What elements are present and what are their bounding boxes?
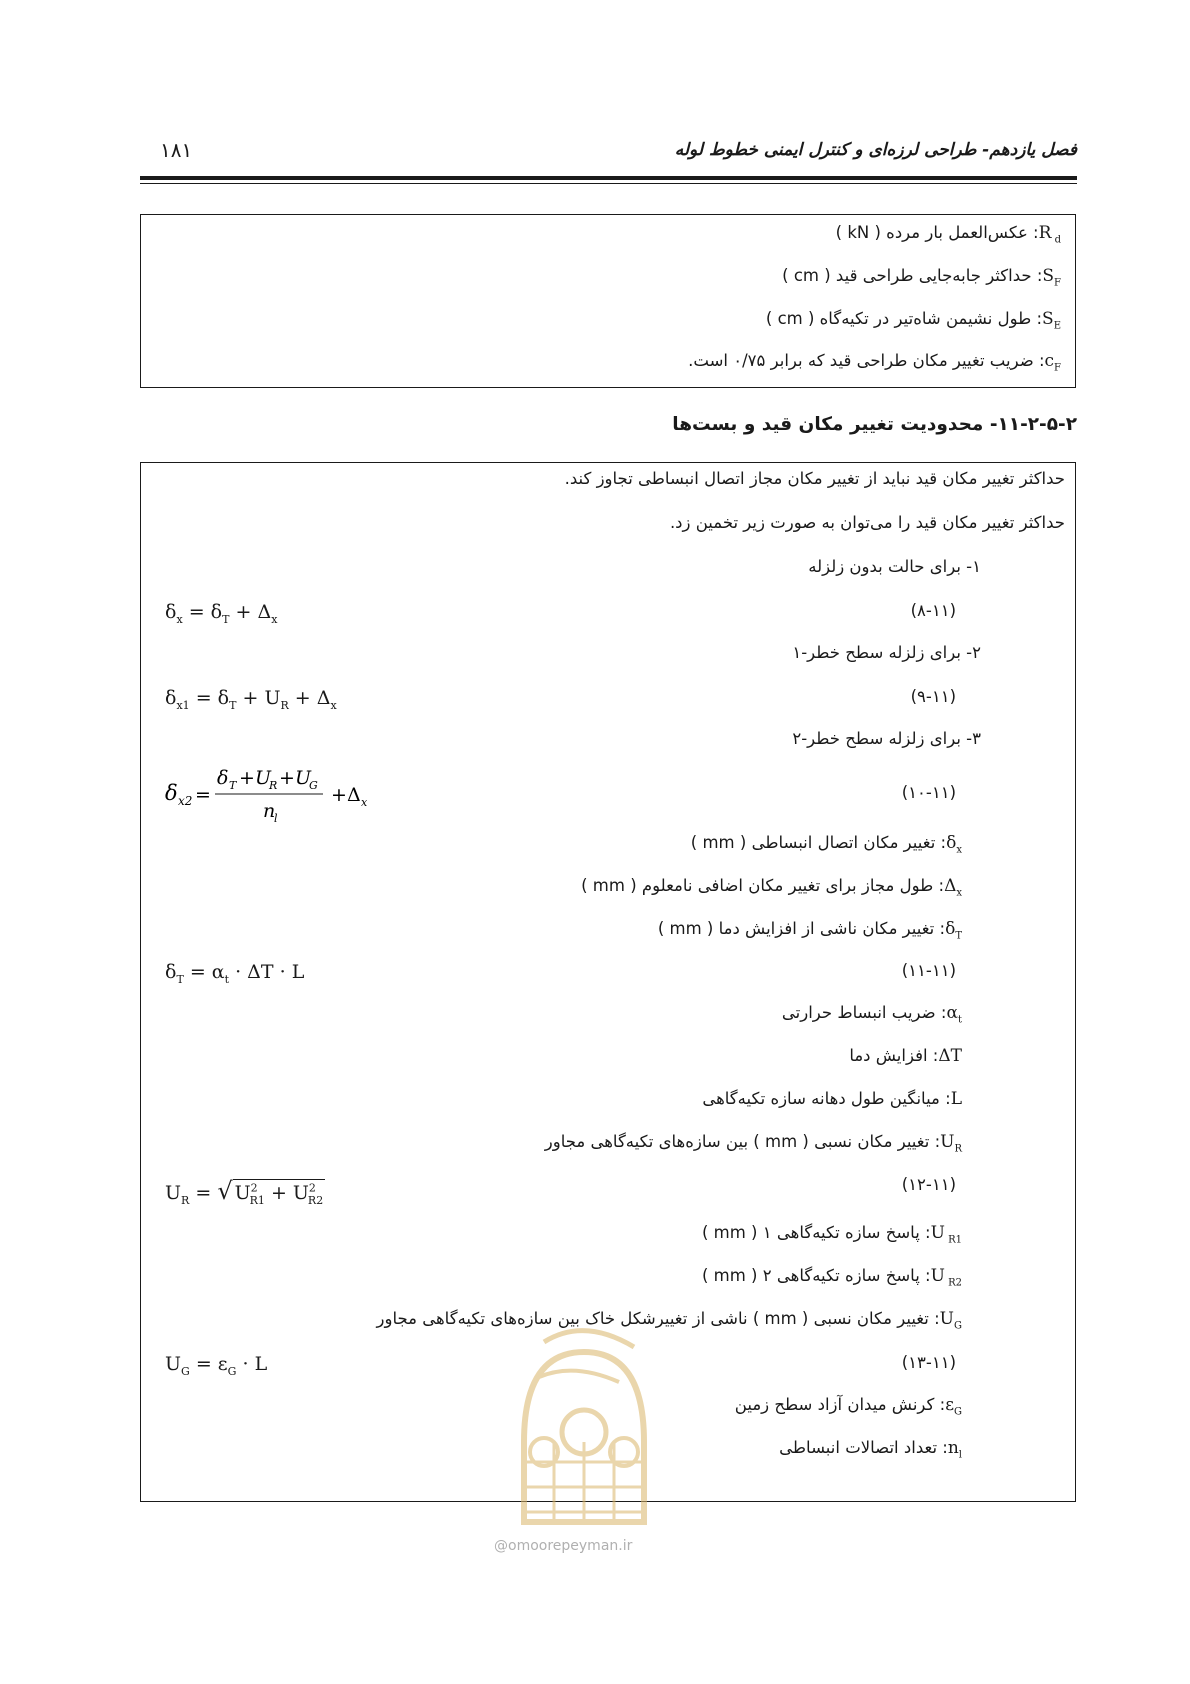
def-cf-text: : ضریب تغییر مکان طراحی قید که برابر ۰/۷۵ است. [688, 351, 1045, 370]
def-l-text: : میانگین طول دهانه سازه تکیه‌گاهی [702, 1089, 951, 1108]
symbol-ug: $U_G$ [939, 1309, 962, 1332]
def-ur1 [702, 1223, 962, 1245]
def-capital-delta-x-text: : طول مجاز برای تغییر مکان اضافی نامعلوم ( mm ) [581, 876, 945, 895]
symbol-delta-x: $\delta_x$ [946, 833, 962, 856]
def-epsilon-g [735, 1395, 962, 1417]
def-alpha-t [782, 1003, 962, 1025]
running-header: فصل یازدهم- طراحی لرزه‌ای و کنترل ایمنی خطوط لوله [674, 140, 1077, 160]
formula-8: $\delta_x = \delta_T + \Delta_x$ [165, 601, 278, 626]
def-delta-t [658, 919, 962, 941]
symbol-delta-temp: ΔT [938, 1046, 962, 1066]
svg-text:n: n [263, 800, 276, 822]
def-alpha-t-text: : ضریب انبساط حرارتی [781, 1003, 947, 1022]
def-ur2-text: : پاسخ سازه تکیه‌گاهی ۲ ( mm ) [701, 1266, 931, 1285]
eq-number-10: (۱۰-۱۱) [901, 783, 956, 802]
def-rd-text: : عکس‌العمل بار مرده ( kN ) [835, 223, 1039, 242]
watermark-url: @omoorepeyman.ir [494, 1538, 633, 1554]
header-rule-thick [140, 176, 1077, 180]
svg-text:=: = [195, 784, 211, 806]
symbol-delta-t: $\delta_T$ [945, 919, 962, 942]
symbol-ur1: U $_{R1}$ [930, 1223, 962, 1246]
def-cf [688, 351, 1061, 373]
svg-text:Δ: Δ [347, 784, 361, 806]
formula-12: $U_R$ = √ $U^2_{R1} + U^2_{R2}$ [165, 1177, 324, 1207]
def-se [766, 309, 1061, 331]
def-delta-temp [849, 1046, 962, 1066]
def-se-text: : طول نشیمن شاه‌تیر در تکیه‌گاه ( cm ) [765, 309, 1043, 328]
def-delta-x [691, 833, 962, 855]
def-delta-x-text: : تغییر مکان اتصال انبساطی ( mm ) [690, 833, 947, 852]
eq-number-13: (۱۳-۱۱) [901, 1353, 956, 1372]
def-ur-text: : تغییر مکان نسبی ( mm ) بین سازه‌های تکیه‌گاهی مجاور [544, 1132, 941, 1151]
symbol-ur2: U $_{R2}$ [930, 1266, 962, 1289]
def-ur2 [702, 1266, 962, 1288]
def-capital-delta-x [581, 876, 962, 898]
svg-text:+: + [239, 767, 255, 789]
def-sf [782, 266, 1061, 288]
symbol-nl: $n_l$ [947, 1438, 962, 1461]
symbol-cf: $c_F$ [1044, 351, 1061, 374]
def-ug-text: : تغییر مکان نسبی ( mm ) ناشی از تغییرشکل خاک بین سازه‌های تکیه‌گاهی مجاور [376, 1309, 940, 1328]
svg-text:x: x [361, 796, 368, 809]
case-1: ۱- برای حالت بدون زلزله [808, 557, 981, 576]
svg-text:U: U [255, 767, 272, 789]
svg-text:G: G [309, 779, 318, 792]
page-number: ۱۸۱ [160, 138, 193, 162]
symbol-sf: $S_F$ [1042, 266, 1061, 289]
case-2: ۲- برای زلزله سطح خطر-۱ [792, 643, 981, 662]
section-heading: ۱۱-۲-۵-۲- محدودیت تغییر مکان قید و بست‌ها [672, 414, 1077, 435]
symbol-capital-delta-x: $\Delta_x$ [944, 876, 962, 899]
symbol-se: $S_E$ [1042, 309, 1061, 332]
formula-9: $\delta_{x1} = \delta_T + U_R + \Delta_x$ [165, 687, 337, 712]
definitions-box [140, 214, 1076, 388]
svg-text:+: + [331, 784, 347, 806]
def-delta-temp-text: : افزایش دما [849, 1046, 939, 1065]
svg-text:l: l [274, 812, 278, 825]
eq-number-12: (۱۲-۱۱) [901, 1175, 956, 1194]
formula-10 [165, 765, 425, 825]
eq-number-9: (۹-۱۱) [910, 687, 956, 706]
def-rd [836, 223, 1061, 245]
svg-text:+: + [279, 767, 295, 789]
svg-text:x2: x2 [178, 794, 193, 808]
def-epsilon-g-text: : کرنش میدان آزاد سطح زمین [734, 1395, 946, 1414]
def-ur [545, 1132, 962, 1154]
symbol-ur: $U_R$ [940, 1132, 962, 1155]
formula-11: $\delta_T = \alpha_t \cdot \Delta T \cdot L$ [165, 961, 305, 986]
svg-text:T: T [229, 779, 237, 792]
def-nl-text: : تعداد اتصالات انبساطی [779, 1438, 948, 1457]
def-sf-text: : حداکثر جابه‌جایی طراحی قید ( cm ) [782, 266, 1043, 285]
eq-number-11: (۱۱-۱۱) [901, 961, 956, 980]
formula-13: $U_G = \varepsilon_G \cdot L$ [165, 1353, 268, 1378]
symbol-epsilon-g: $\varepsilon_G$ [945, 1395, 962, 1418]
symbol-l: L [950, 1089, 962, 1109]
header-rule-thin [140, 183, 1077, 184]
case-3: ۳- برای زلزله سطح خطر-۲ [792, 729, 981, 748]
watermark-seal [484, 1322, 684, 1552]
symbol-rd: R $_d$ [1038, 223, 1061, 246]
paragraph-1: حداکثر تغییر مکان قید نباید از تغییر مکان مجاز اتصال انبساطی تجاوز کند. [564, 469, 1065, 488]
paragraph-2: حداکثر تغییر مکان قید را می‌توان به صورت زیر تخمین زد. [669, 513, 1065, 532]
def-delta-t-text: : تغییر مکان ناشی از افزایش دما ( mm ) [657, 919, 946, 938]
def-ur1-text: : پاسخ سازه تکیه‌گاهی ۱ ( mm ) [701, 1223, 931, 1242]
svg-text:R: R [269, 779, 278, 792]
symbol-alpha-t: $\alpha_t$ [946, 1003, 962, 1026]
eq-number-8: (۸-۱۱) [910, 601, 956, 620]
svg-text:δ: δ [217, 767, 229, 789]
def-nl [779, 1438, 962, 1460]
svg-text:δ: δ [165, 781, 178, 805]
svg-text:U: U [295, 767, 312, 789]
def-l [702, 1089, 962, 1109]
